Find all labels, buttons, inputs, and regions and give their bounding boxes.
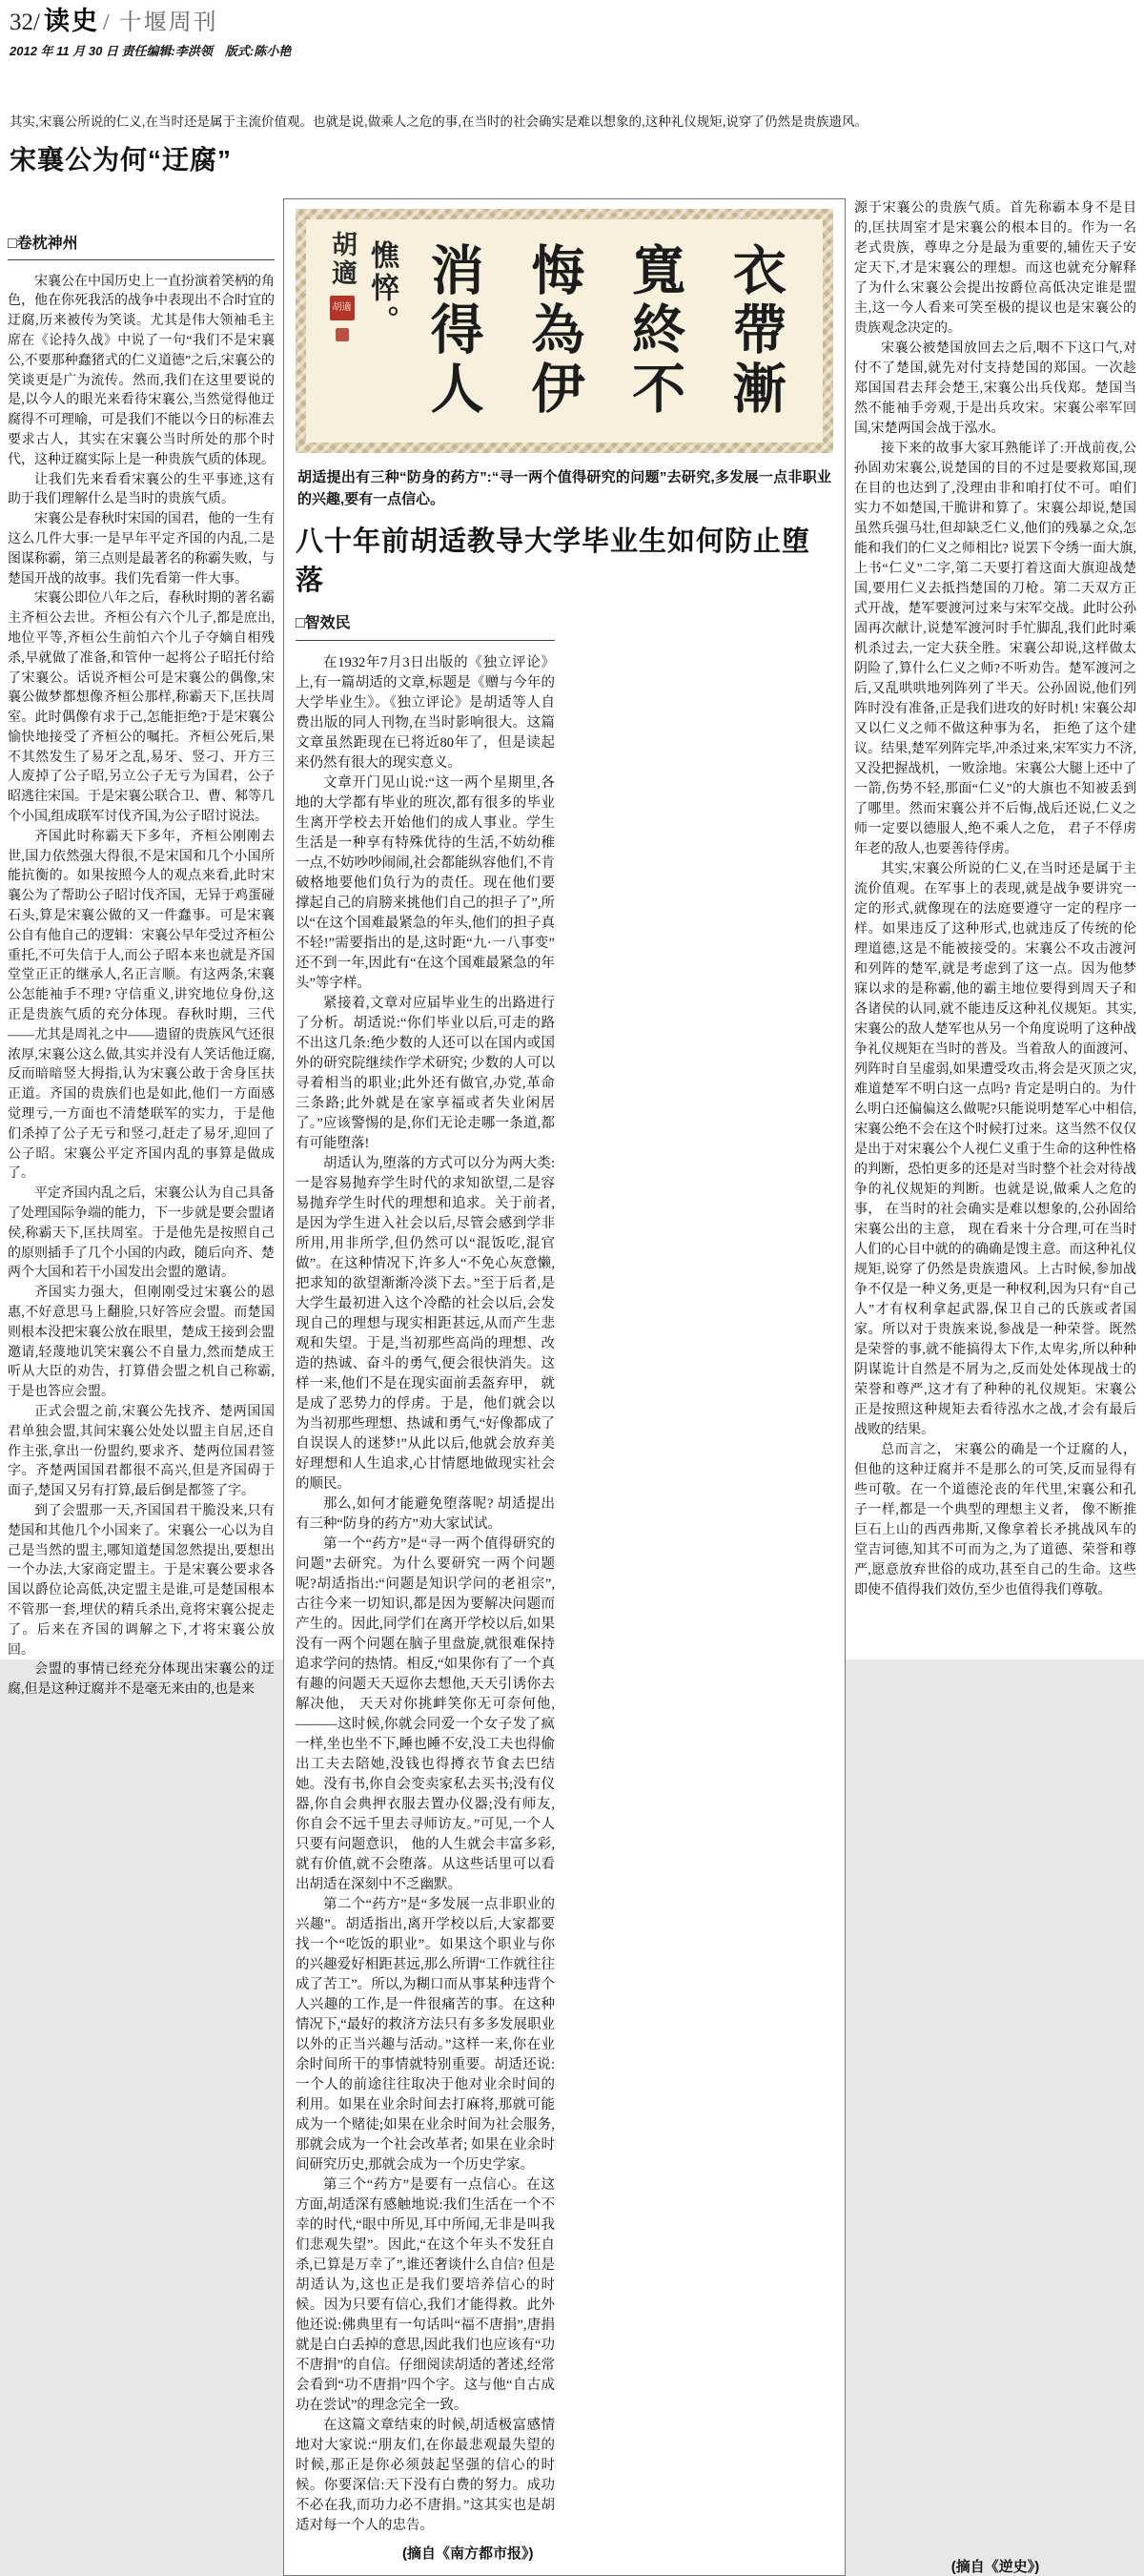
paragraph: 总而言之， 宋襄公的确是一个迂腐的人， 但他的这种迂腐并不是那么的可笑,反而显得有些可敬。在一个道德沦丧的年代里,宋襄公和孔子一样,都是一个典型的理想主义者， 像不断推巨石上山的西西弗斯,又像拿着长矛挑战风车的堂吉诃德,知其不可而为之,为了道德、荣誉和尊严,愿意放弃世俗的成功,甚至自己的生命。这些即使不值得我们效仿,至少也值得我们尊敬。 xyxy=(854,1442,1136,1597)
paragraph: 文章开门见山说:“这一两个星期里,各地的大学都有毕业的班次,都有很多的毕业生离开学校去开始他们的成人事业。学生生活是一种享有特殊优待的生活,不妨幼稚一点,不妨吵吵闹闹,社会都能纵容他们,不肯破格地要他们负行为的责任。现在他们要撑起自己的肩膀来挑他们自己的担子了”,所以“在这个国难最紧急的年头,他们的担子真不轻!”需要指出的是,这时距“九·一八事变”还不到一年,因此有“在这个国难最紧急的年头”等字样。 xyxy=(296,775,555,992)
right-article-attribution: (摘自《逆史》) xyxy=(950,2559,1040,2576)
left-article-byline: □卷枕神州 xyxy=(8,229,275,260)
section-title: 读史 xyxy=(43,7,99,35)
page-header xyxy=(0,0,1144,59)
left-article xyxy=(8,198,275,2576)
paragraph: 那么,如何才能避免堕落呢? 胡适提出有三种“防身的药方”劝大家试试。 xyxy=(296,1496,555,1533)
paragraph: 源于宋襄公的贵族气质。首先称霸本身不是目的,匡扶周室才是宋襄公的根本目的。作为一名老式贵族，尊卑之分是最为重要的,辅佐天子安定天下,才是宋襄公的理想。而这也就充分解释了为什么宋襄公会提出按爵位高低决定谁是盟主,这一今人看来可笑至极的提议也是宋襄公的贵族观念决定的。 xyxy=(854,200,1136,336)
paragraph: 让我们先来看看宋襄公的生平事迹,这有助于我们理解什么是当时的贵族气质。 xyxy=(8,472,275,507)
calligraphy-column: 衣帶漸 xyxy=(724,241,787,420)
paragraph: 正式会盟之前,宋襄公先找齐、楚两国国君单独会盟,其间宋襄公处处以盟主自居,还自作主张,拿出一份盟约,要求齐、楚两位国君签字。齐楚两国国君都很不高兴,但是齐国碍于面子,楚国又另有打算,最后倒是都签了字。 xyxy=(8,1404,275,1499)
calligraphy-panel xyxy=(306,219,823,443)
dateline: 2012 年 11 月 30 日 责任编辑:李洪领 版式:陈小艳 xyxy=(10,44,292,58)
paragraph: 紧接着,文章对应届毕业生的出路进行了分析。胡适说:“你们毕业以后,可走的路不出这几条:绝少数的人还可以在国内或国外的研究院继续作学术研究; 少数的人可以寻着相当的职业;此外还有做官,办党,革命三条路;此外就是在家享福或者失业闲居了。”应该警惕的是,你们无论走哪一条道,都有可能堕落! xyxy=(296,996,555,1152)
paragraph: 第三个“药方”是要有一点信心。在这方面,胡适深有感触地说:我们生活在一个不幸的时代,“眼中所见,耳中所闻,无非是叫我们悲观失望”。因此,“在这个年头不发狂自杀,已算是万幸了”,谁还奢谈什么自信? 但是胡适认为,这也正是我们要培养信心的时候。因为只要有信心,我们才能得救。此外他还说:佛典里有一句话叫“福不唐捐”,唐捐就是白白丢掉的意思,因此我们也应该有“功不唐捐”的自信。仔细阅读胡适的著述,经常会看到“功不唐捐”四个字。这与他“自古成功在尝试”的理念完全一致。 xyxy=(296,2177,555,2414)
seal-stamp-icon: 胡適 xyxy=(330,296,355,320)
main-headline: 宋襄公为何“迂腐” xyxy=(10,144,233,175)
middle-article-columns xyxy=(296,611,833,2564)
page-number: 32/ xyxy=(10,10,40,35)
calligraphy-column: 悔為伊 xyxy=(522,241,586,420)
paragraph: 宋襄公即位八年之后，春秋时期的著名霸主齐桓公去世。齐桓公有六个儿子,都是庶出,地位平等,齐桓公生前怕六个儿子夺嫡自相残杀,早就做了准备,和管仲一起将公子昭托付给了宋襄公。话说齐桓公可是宋襄公的偶像,宋襄公做梦都想像齐桓公那样,称霸天下,匡扶周室。此时偶像有求于己,怎能拒绝?于是宋襄公愉快地接受了齐桓公的嘱托。齐桓公死后,果不其然发生了易牙之乱,易牙、竖刁、开方三人废掉了公子昭,另立公子无亏为国君，公子昭逃往宋国。于是宋襄公联合卫、曹、邾等几个小国,组成联军讨伐齐国,为公子昭讨说法。 xyxy=(8,591,275,825)
content-grid xyxy=(0,198,1144,2576)
paragraph: 齐国此时称霸天下多年，齐桓公刚刚去世,国力依然强大得很,不是宋国和几个小国所能抗衡的。如果按照今人的观点来看,此时宋襄公为了帮助公子昭讨伐齐国，无异于鸡蛋碰石头,算是宋襄公做的又一件蠢事。可是宋襄公自有他自己的逻辑：宋襄公早年受过齐桓公重托,不可失信于人,而公子昭本来也就是齐国堂堂正正的继承人,名正言顺。有这两条,宋襄公怎能袖手不理? 守信重义,讲究地位身份,这正是贵族气质的充分体现。春秋时期，三代——尤其是周礼之中——遗留的贵族风气还很浓厚,宋襄公这么做,其实并没有人笑话他迂腐,反而暗暗竖大拇指,认为宋襄公敢于舍身匡扶正道。齐国的贵族们也是如此,他们一方面感觉理亏,一方面也不清楚联军的实力，于是他们杀掉了公子无亏和竖刁,赶走了易牙,迎回了公子昭。宋襄公平定齐国内乱的事算是做成了。 xyxy=(8,829,275,1182)
paragraph: 接下来的故事大家耳熟能详了:开战前夜,公孙固劝宋襄公,说楚国的目的不过是要救郑国,现在目的也达到了,没理由非和咱打仗不可。咱们实力不如楚国,干脆讲和算了。宋襄公却说,楚国虽然兵强马壮,但却缺乏仁义,他们的残暴之众,怎能和我们的仁义之师相比? 说罢下令绣一面大旗,上书“仁义”二字,第二天要打着这面大旗迎战楚国,要用仁义去抵挡楚国的刀枪。第二天双方正式开战，楚军要渡河过来与宋军交战。此时公孙固再次献计,说楚军渡河时手忙脚乱,我们此时乘机杀过去,一定大获全胜。宋襄公却说,这样做太阴险了,算什么仁义之师?不听劝告。楚军渡河之后,又乱哄哄地列阵列了半天。公孙固说,他们列阵时没有准备,正是我们进攻的好时机! 宋襄公却又以仁义之师不做这种事为名， 拒绝了这个建议。结果,楚军列阵完毕,冲杀过来,宋军实力不济,又没把握战机，一败涂地。宋襄公大腿上还中了一箭,伤势不轻,那面“仁义”的大旗也不知被丢到了哪里。然而宋襄公并不后悔,战后还说,仁义之师一定要以德服人,绝不乘人之危， 君子不俘虏年老的敌人,也要善待俘虏。 xyxy=(854,441,1136,856)
paragraph: 在1932年7月3日出版的《独立评论》上,有一篇胡适的文章,标题是《赠与今年的大学毕业生》。《独立评论》是胡适等人自费出版的同人刊物,在当时影响很大。这篇文章虽然距现在已将近80年了，但是读起来仍然有很大的现实意义。 xyxy=(296,655,555,772)
lead-block xyxy=(0,113,1144,177)
paragraph: 宋襄公被楚国放回去之后,咽不下这口气,对付不了楚国,就先对付支持楚国的郑国。一次趁郑国国君去拜会楚王,宋襄公出兵伐郑。楚国当然不能袖手旁观,于是出兵攻宋。宋襄公率军回国,宋楚两国会战于泓水。 xyxy=(854,340,1136,436)
masthead xyxy=(0,0,1144,37)
calligraphy-image xyxy=(296,209,833,453)
calligraphy-column: 寬終不 xyxy=(623,241,687,420)
middle-article-headline: 八十年前胡适教导大学毕业生如何防止堕落 xyxy=(296,526,811,597)
calligraphy-main-columns xyxy=(402,227,806,435)
paragraph: 其实,宋襄公所说的仁义,在当时还是属于主流价值观。在军事上的表现,就是战争要讲究一定的形式,就像现在的法庭要遵守一定的程序一样。如果违反了这种形式,也就违反了传统的伦理道德,这是不能被接受的。宋襄公不攻击渡河和列阵的楚军,就是考虑到了这一点。因为他梦寐以求的是称霸,他的霸主地位要得到周天子和各诸侯的认同,就不能违反这种礼仪规矩。其实,宋襄公的敌人楚军也从另一个角度说明了这种战争礼仪规矩在当时的普及。当着敌人的面渡河、列阵时自呈虚弱,如果遭受攻击,将会是灭顶之灾,难道楚军不明白这一点吗? 肯定是明白的。为什么明白还偏偏这么做呢?只能说明楚军心中相信,宋襄公绝不会在这个时候打过来。这当然不仅仅是出于对宋襄公个人视仁义重于生命的这种性格的判断，恐怕更多的还是对当时整个社会对待战争的礼仪规矩的判断。也就是说,做乘人之危的事， 在当时的社会确实是难以想象的,公孙固给宋襄公出的主意， 现在看来十分合理,可在当时人们的心目中就的的确确是馊主意。而这种礼仪规矩,说穿了仍然是贵族遗风。上古时候,参加战争不仅是一种义务,更是一种权利,因为只有“自己人”才有权利拿起武器,保卫自己的氏族或者国家。所以对于贵族来说,参战是一种荣誉。既然是荣誉的事,就不能搞得太下作,太卑劣,所以种种阴谋诡计自然是不屑为之,反而处处体现战士的荣誉和尊严,这才有了种种的礼仪规矩。宋襄公正是按照这种规矩去看待泓水之战,才会有最后战败的结果。 xyxy=(854,861,1136,1437)
paragraph: 平定齐国内乱之后，宋襄公认为自己具备了处理国际争端的能力，下一步就是要会盟诸侯,称霸天下,匡扶周室。于是他先是按照自己的原则插手了几个小国的内政，随后向齐、楚两个大国和若干小国发出会盟的邀请。 xyxy=(8,1186,275,1281)
calligraphy-signature-block xyxy=(323,231,360,435)
middle-article-box xyxy=(283,198,846,2576)
lead-intro: 其实,宋襄公所说的仁义,在当时还是属于主流价值观。也就是说,做乘人之危的事,在当时的社会确实是难以想象的,这种礼仪规矩,说穿了仍然是贵族遗风。 xyxy=(10,114,868,129)
paragraph: 宋襄公在中国历史上一直扮演着笑柄的角色，他在你死我活的战争中表现出不合时宜的迂腐,历来被传为笑谈。尤其是伟大领袖毛主席在《论持久战》中说了一句“我们不是宋襄公,不要那种蠢猪式的仁义道德”之后,宋襄公的笑谈更是广为流传。然而,我们在这里要说的是,以今人的眼光来看待宋襄公,当然觉得他迂腐得不可理喻，可是我们不能以今日的标准去要求古人，其实在宋襄公当时所处的那个时代，这种迂腐实际上是一种贵族气质的体现。 xyxy=(8,274,275,467)
paragraph: 到了会盟那一天,齐国国君干脆没来,只有楚国和其他几个小国来了。宋襄公一心以为自己是当然的盟主,哪知道楚国忽然提出,要想出一个办法,大家商定盟主。于是宋襄公要求各国以爵位论高低,决定盟主是谁,可是楚国根本不管那一套,埋伏的精兵杀出,竟将宋襄公捉走了。后来在齐国的调解之下,才将宋襄公放回。 xyxy=(8,1503,275,1658)
calligraphy-column: 消得人 xyxy=(421,241,485,420)
right-article-body xyxy=(854,198,1136,2549)
paragraph: 第二个“药方”是“多发展一点非职业的兴趣”。胡适指出,离开学校以后,大家都要找一个“吃饭的职业”。如果这个职业与你的兴趣爱好相距甚远,那么所谓“工作就往往成了苦工”。所以,为糊口而从事某种违背个人兴趣的工作,是一件很痛苦的事。在这种情况下,“最好的救济方法只有多多发展职业以外的正当兴趣与活动。”这样一来,你在业余时间所干的事情就特别重要。胡适还说:一个人的前途往往取决于他对业余时间的利用。如果在业余时间去打麻将,那就可能成为一个赌徒;如果在业余时间为社会服务,那就会成为一个社会改革者; 如果在业余时间研究历史,那就会成为一个历史学家。 xyxy=(296,1897,555,2174)
paragraph: 会盟的事情已经充分体现出宋襄公的迂腐,但是这种迂腐并不是毫无来由的,也是来 xyxy=(8,1662,275,1698)
right-article xyxy=(854,198,1136,2576)
middle-article-attribution: (摘自《南方都市报》) xyxy=(402,2545,534,2563)
seal-stamp-small-icon xyxy=(336,328,349,341)
paragraph: 宋襄公是春秋时宋国的国君，他的一生有这么几件大事:一是早年平定齐国的内乱,二是图谋称霸，第三点则是最著名的称霸失败，与楚国开战的故事。我们先看第一件大事。 xyxy=(8,512,275,587)
paragraph: 胡适认为,堕落的方式可以分为两大类:一是容易抛弃学生时代的求知欲望,二是容易抛弃学生时代的理想和追求。关于前者,是因为学生进入社会以后,尽管会感到学非所用,用非所学,但仍然可以“混饭吃,混官做”。在这种情况下,许多人“不免心灰意懒,把求知的欲望渐渐冷淡下去。”至于后者,是大学生最初进入这个冷酷的社会以后,会发现自己的理想与现实相距甚远,从而产生悲观和失望。于是,当初那些高尚的理想、改造的热诚、奋斗的勇气,便会很快消失。这样一来,他们不是在现实面前丢盔弃甲， 就是成了恶势力的俘虏。于是，他们就会以为当初那些理想、热诚和勇气,“好像都成了自误误人的迷梦!”从此以后,他就会放弃美好理想和人生追求,心甘情愿地做现实社会的顺民。 xyxy=(296,1156,555,1493)
calligrapher-signature: 胡適 xyxy=(327,230,357,288)
middle-article-body xyxy=(296,653,555,2536)
article-caption: 胡适提出有三种“防身的药方”:“寻一两个值得研究的问题”去研究,多发展一点非职业的兴趣,要有一点信心。 xyxy=(297,468,831,507)
paper-title: / 十堰周刊 xyxy=(102,10,218,35)
left-article-body xyxy=(8,273,275,2576)
paragraph: 在这篇文章结束的时候,胡适极富感情地对大家说:“朋友们,在你最悲观最失望的时候,那正是你必须鼓起坚强的信心的时候。你要深信:天下没有白费的努力。成功不必在我,而功力必不唐捐。”这其实也是胡适对每一个人的忠告。 xyxy=(296,2418,555,2534)
paragraph: 齐国实力强大，但刚刚受过宋襄公的恩惠,不好意思马上翻脸,只好答应会盟。而楚国则根本没把宋襄公放在眼里，楚成王接到会盟邀请,轻蔑地讥笑宋襄公不自量力,然而楚成王听从大臣的劝告，打算借会盟之机自己称霸,于是也答应会盟。 xyxy=(8,1286,275,1400)
paragraph: 第一个“药方”是“寻一两个值得研究的问题”去研究。为什么要研究一两个问题呢?胡适指出:“问题是知识学问的老祖宗”,古往今来一切知识,都是因为要解决问题而产生的。因此,同学们在离开学校以后,如果没有一两个问题在脑子里盘旋,就很难保持追求学问的热情。相反,“如果你有了一个真有趣的问题天天逗你去想他,天天引诱你去解决他， 天天对你挑衅笑你无可奈何他,———这时候,你就会同爱一个女子发了疯一样,坐也坐不下,睡也睡不安,没工夫也得偷出工夫去陪她,没钱也得撙衣节食去巴结她。没有书,你自会变卖家私去买书;没有仪器,你自会典押衣服去置办仪器;没有师友,你自会不远千里去寻师访友。”可见,一个人只要有问题意识， 他的人生就会丰富多彩,就有价值,就不会堕落。从这些话里可以看出胡适在深刻中不乏幽默。 xyxy=(296,1536,555,1893)
calligraphy-small-column: 憔悴。 xyxy=(365,239,398,338)
middle-article-byline: □智效民 xyxy=(296,611,555,641)
